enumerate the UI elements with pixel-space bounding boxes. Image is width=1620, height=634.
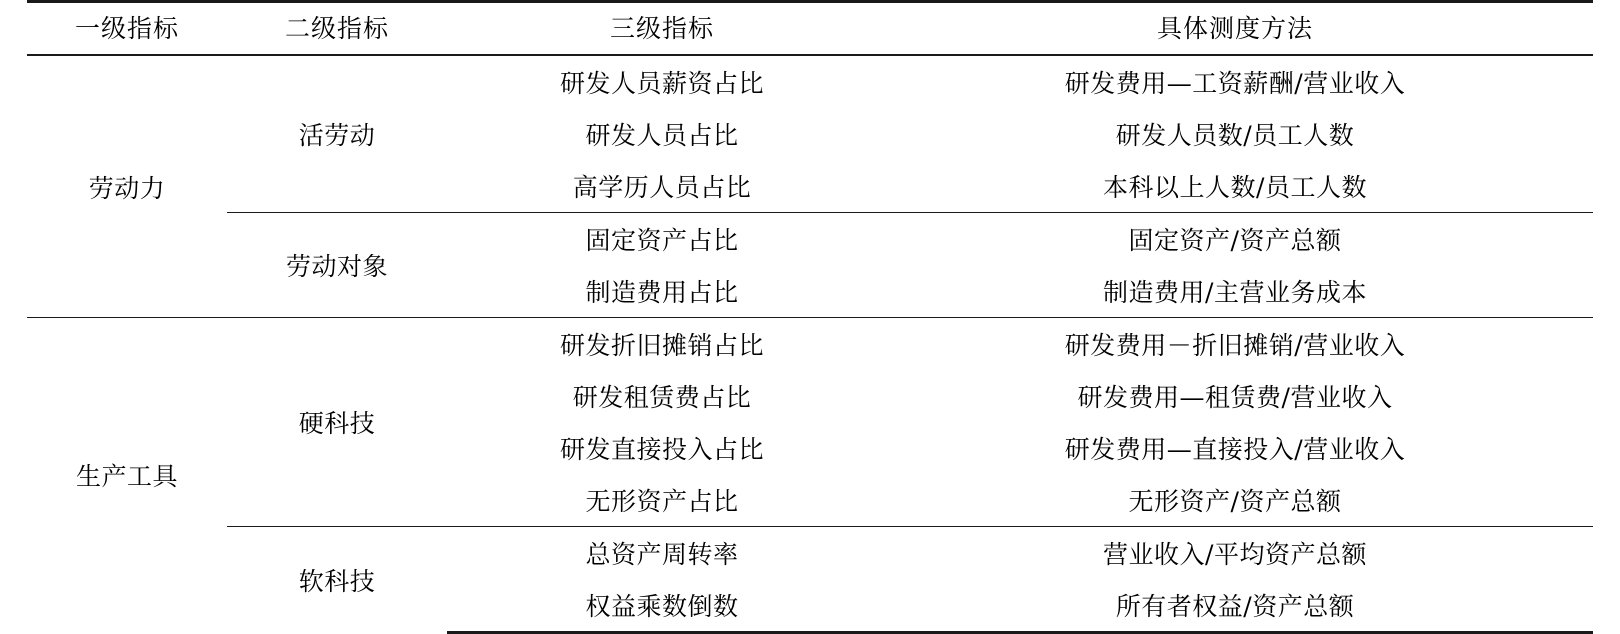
cell-level2-living-labor: 活劳动 <box>298 121 376 150</box>
cell-level3: 研发折旧摊销占比 <box>447 318 877 371</box>
cell-method: 本科以上人数/员工人数 <box>1103 173 1367 202</box>
cell-level2-hard-tech: 硬科技 <box>227 318 447 527</box>
cell-method: 制造费用/主营业务成本 <box>1103 278 1367 307</box>
cell-method: 营业收入/平均资产总额 <box>877 527 1593 580</box>
cell-method: 固定资产/资产总额 <box>877 213 1593 266</box>
column-header-method: 具体测度方法 <box>877 2 1593 56</box>
cell-method: 所有者权益/资产总额 <box>877 579 1593 633</box>
cell-level3: 总资产周转率 <box>447 527 877 580</box>
cell-level3: 权益乘数倒数 <box>447 579 877 633</box>
indicator-table <box>27 0 1593 634</box>
cell-method: 研发费用—租赁费/营业收入 <box>1077 383 1393 412</box>
column-header-level2: 二级指标 <box>227 2 447 56</box>
table-row <box>27 527 1593 580</box>
cell-level2-labor-object: 劳动对象 <box>227 213 447 318</box>
header-row <box>27 2 1593 56</box>
column-header-level3: 三级指标 <box>447 2 877 56</box>
cell-level3: 研发直接投入占比 <box>559 435 764 464</box>
column-header-level1: 一级指标 <box>27 2 227 56</box>
cell-level2-soft-tech: 软科技 <box>227 527 447 633</box>
cell-level3: 高学历人员占比 <box>572 173 752 202</box>
cell-method: 研发费用—直接投入/营业收入 <box>1064 435 1406 464</box>
cell-method: 无形资产/资产总额 <box>1128 487 1342 516</box>
cell-method: 研发费用－折旧摊销/营业收入 <box>877 318 1593 371</box>
table-body <box>27 55 1593 633</box>
table-row <box>27 55 1593 108</box>
table-row <box>27 318 1593 371</box>
cell-level3: 研发人员占比 <box>585 121 739 150</box>
cell-method: 研发费用—工资薪酬/营业收入 <box>1064 69 1406 98</box>
cell-level1-production-tools: 生产工具 <box>27 318 227 633</box>
cell-level3: 研发人员薪资占比 <box>559 69 764 98</box>
table-row <box>27 213 1593 266</box>
cell-level3: 研发租赁费占比 <box>572 383 752 412</box>
cell-level1-labor: 劳动力 <box>88 173 166 203</box>
cell-level3: 制造费用占比 <box>585 278 739 307</box>
cell-level3: 无形资产占比 <box>585 487 739 516</box>
cell-level3: 固定资产占比 <box>447 213 877 266</box>
table-header <box>27 2 1593 56</box>
cell-method: 研发人员数/员工人数 <box>1115 121 1355 150</box>
